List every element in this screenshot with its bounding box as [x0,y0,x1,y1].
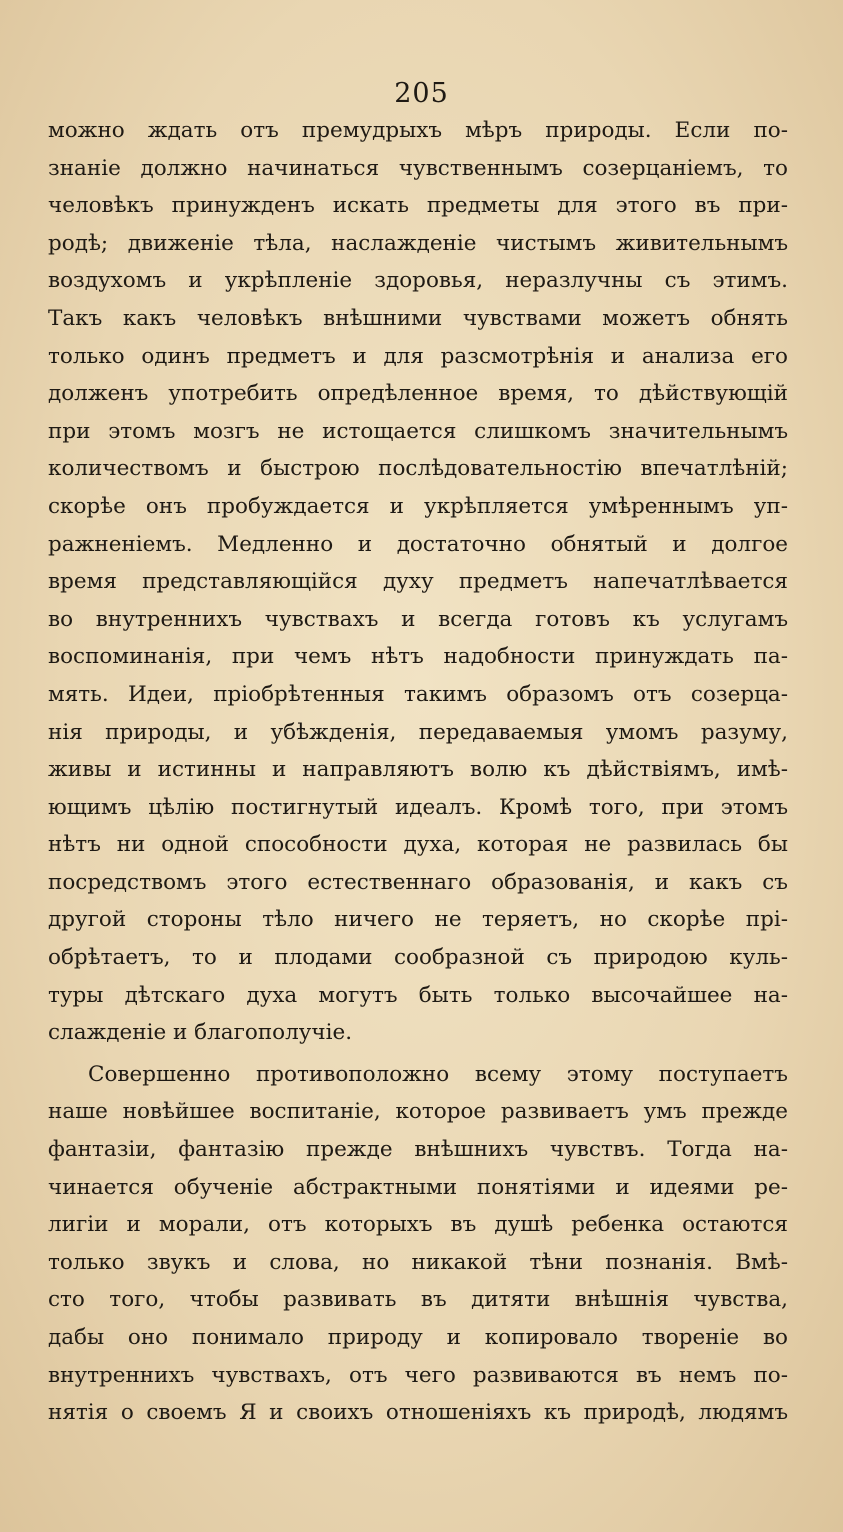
text-line: нятія о своемъ Я и своихъ отношеніяхъ къ природѣ, людямъ [48,1400,788,1426]
text-line: чинается обученіе абстрактными понятіями и идеями ре- [48,1174,788,1200]
paragraph-2 [48,1056,788,1432]
text-line: туры дѣтскаго духа могутъ быть только высочайшее на- [48,982,788,1008]
text-line: мять. Идеи, пріобрѣтенныя такимъ образомъ отъ созерца- [48,681,788,707]
text-line: Такъ какъ человѣкъ внѣшними чувствами можетъ обнять [48,305,788,331]
page-number: 205 [394,78,449,109]
text-line: фантазіи, фантазію прежде внѣшнихъ чувствъ. Тогда на- [48,1137,788,1163]
text-line: знаніе должно начинаться чувственнымъ созерцаніемъ, то [48,155,788,181]
text-line: другой стороны тѣло ничего не теряетъ, но скорѣе прі- [48,907,788,933]
text-line: ражненіемъ. Медленно и достаточно обнятый и долгое [48,531,788,557]
text-line: время представляющійся духу предметъ напечатлѣвается [48,569,788,595]
text-line: наше новѣйшее воспитаніе, которое развиваетъ умъ прежде [48,1099,788,1125]
text-line: внутреннихъ чувствахъ, отъ чего развиваются въ немъ по- [48,1362,788,1388]
text-line: во внутреннихъ чувствахъ и всегда готовъ къ услугамъ [48,606,788,632]
text-line: нѣтъ ни одной способности духа, которая не развилась бы [48,832,788,858]
text-line: лигіи и морали, отъ которыхъ въ душѣ ребенка остаются [48,1212,788,1238]
text-line: слажденіе и благополучіе. [48,1020,353,1046]
text-line: можно ждать отъ премудрыхъ мѣръ природы. Если по- [48,118,788,143]
text-line: количествомъ и быстрою послѣдовательностію впечатлѣній; [48,456,788,482]
text-line: сто того, чтобы развивать въ дитяти внѣшнія чувства, [48,1287,788,1313]
text-line: посредствомъ этого естественнаго образованія, и какъ съ [48,869,788,895]
body-text [48,112,788,1432]
text-line: нія природы, и убѣжденія, передаваемыя умомъ разуму, [48,719,788,745]
text-line: дабы оно понимало природу и копировало твореніе во [48,1325,788,1350]
text-line: скорѣе онъ пробуждается и укрѣпляется умѣреннымъ уп- [48,493,788,519]
text-line: при этомъ мозгъ не истощается слишкомъ значительнымъ [48,418,788,444]
text-line: долженъ употребить опредѣленное время, то дѣйствующій [48,381,788,407]
text-line: воспоминанія, при чемъ нѣтъ надобности принуждать па- [48,644,788,670]
text-line: обрѣтаетъ, то и плодами сообразной съ природою куль- [48,945,788,971]
text-line: родѣ; движеніе тѣла, наслажденіе чистымъ живительнымъ [48,230,788,256]
text-line: воздухомъ и укрѣпленіе здоровья, неразлучны съ этимъ. [48,268,788,294]
text-line: Совершенно противоположно всему этому поступаетъ [88,1061,788,1087]
text-line: человѣкъ принужденъ искать предметы для этого въ при- [48,193,788,219]
text-line: ющимъ цѣлію постигнутый идеалъ. Кромѣ того, при этомъ [48,794,788,820]
text-line: только одинъ предметъ и для разсмотрѣнія и анализа его [48,343,788,369]
paragraph-1 [48,112,788,1052]
text-line: только звукъ и слова, но никакой тѣни познанія. Вмѣ- [48,1249,788,1275]
text-line: живы и истинны и направляютъ волю къ дѣйствіямъ, имѣ- [48,757,788,783]
